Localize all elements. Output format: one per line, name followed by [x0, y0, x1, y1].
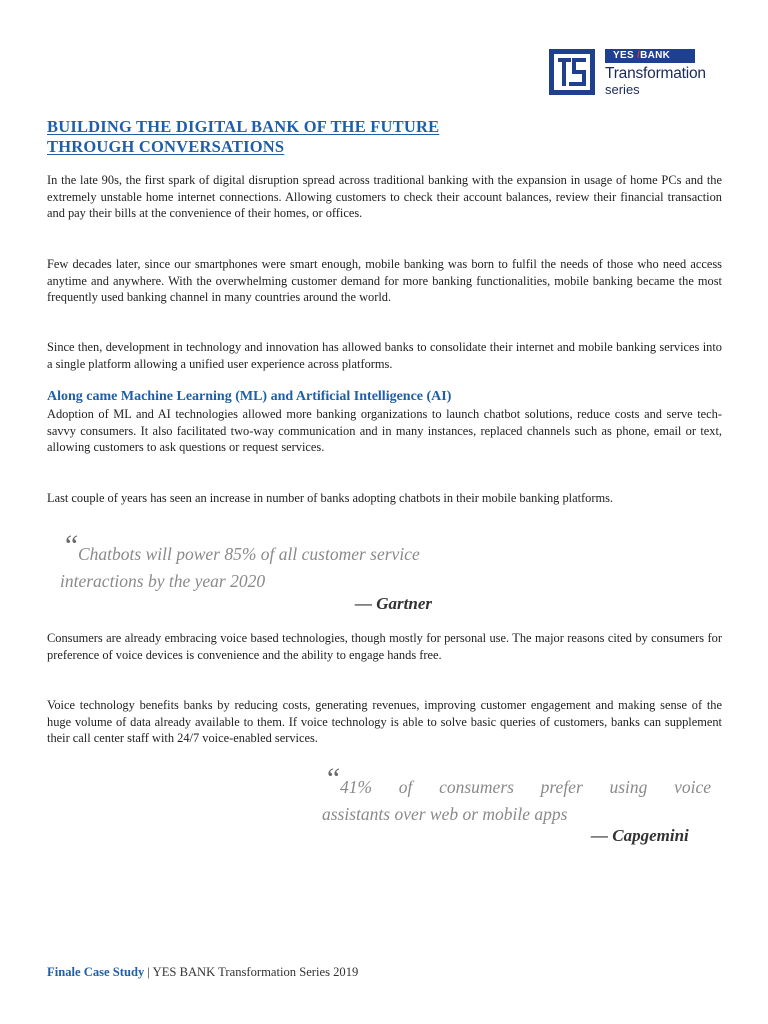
- quote-1: [60, 541, 490, 595]
- title-line-2: THROUGH CONVERSATIONS: [47, 137, 285, 156]
- yes-bank-wordmark: YES /BANK: [605, 49, 695, 63]
- logo-transformation-text: Transformation: [605, 65, 706, 82]
- quote-1-line-1: Chatbots will power 85% of all customer service: [78, 544, 420, 564]
- quote-2-source: — Capgemini: [591, 826, 689, 845]
- footer-label: Finale Case Study: [47, 965, 145, 979]
- ts-logo-mark-icon: [547, 46, 597, 98]
- paragraph-2: Few decades later, since our smartphones were smart enough, mobile banking was born to fulfil the needs of those who need access anytime and anywhere. With the overwhelming customer demand for more banking functionalities, mobile banking became the most frequently used banking channel in many countries around the world.: [47, 257, 722, 304]
- yes-bank-transformation-logo: [547, 46, 717, 100]
- paragraph-3: Since then, development in technology and innovation has allowed banks to consolidate their internet and mobile banking services into a single platform allowing a unified user experience across platforms.: [47, 340, 722, 371]
- footer-text: YES BANK Transformation Series 2019: [152, 965, 359, 979]
- paragraph-1: In the late 90s, the first spark of digital disruption spread across traditional banking with the expansion in usage of home PCs and the extremely unstable home internet connections. Allowing customers to check their account balances, review their financial transaction and pay their bills at the convenience of their homes, or offices.: [47, 173, 722, 220]
- quote-2-mark: “: [324, 762, 341, 795]
- quote-1-mark: “: [62, 529, 79, 562]
- paragraph-6: Consumers are already embracing voice based technologies, though mostly for personal use. The major reasons cited by consumers for preference of voice devices is convenience and the ability to engage hands free.: [47, 631, 722, 662]
- title-line-1: BUILDING THE DIGITAL BANK OF THE FUTURE: [47, 117, 440, 136]
- paragraph-7: Voice technology benefits banks by reducing costs, generating revenues, improving customer engagement and making sense of the huge volume of data already available to them. If voice technology is able to solve basic queries of customers, banks can supplement their call center staff with 24/7 voice-enabled services.: [47, 698, 722, 745]
- logo-series-text: series: [605, 82, 640, 97]
- quote-2: [322, 774, 711, 828]
- quote-1-source: — Gartner: [355, 594, 432, 613]
- quote-1-line-2: interactions by the year 2020: [60, 571, 266, 591]
- paragraph-5: Last couple of years has seen an increase in number of banks adopting chatbots in their mobile banking platforms.: [47, 491, 614, 505]
- page-footer: [47, 965, 358, 980]
- paragraph-4: Adoption of ML and AI technologies allowed more banking organizations to launch chatbot solutions, reduce costs and serve tech-savvy consumers. It also facilitated two-way communication and in many instances, replaced channels such as phone, email or text, allowing customers to ask questions or request services.: [47, 407, 722, 454]
- section-subheading: Along came Machine Learning (ML) and Artificial Intelligence (AI): [47, 389, 452, 404]
- quote-2-line-2: assistants over web or mobile apps: [322, 804, 568, 824]
- quote-2-line-1: 41% of consumers prefer using voice: [340, 777, 711, 797]
- footer-separator: |: [144, 965, 153, 979]
- page-title: [47, 117, 527, 157]
